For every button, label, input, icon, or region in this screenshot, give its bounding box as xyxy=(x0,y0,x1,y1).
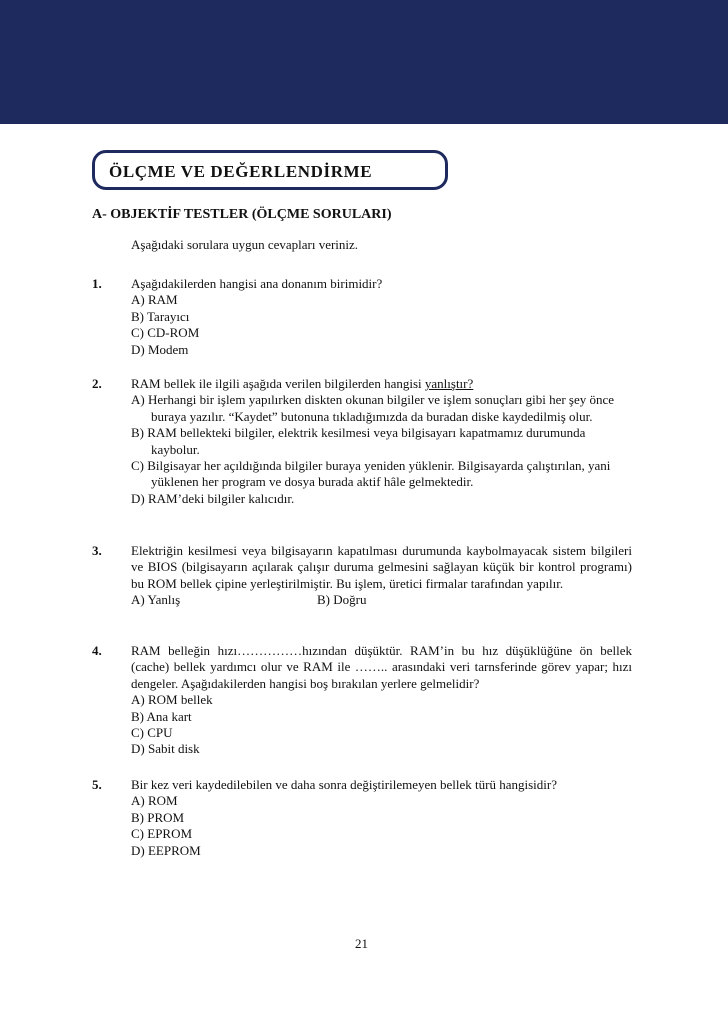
question-number: 4. xyxy=(92,643,102,658)
option-b: B) Doğru xyxy=(317,592,367,608)
question-text: Bir kez veri kaydedilebilen ve daha sonra değiştirilemeyen bellek türü hangisidir? xyxy=(131,777,557,792)
option-c: C) CD-ROM xyxy=(131,325,200,341)
option-a: A) Herhangi bir işlem yapılırken diskten okunan bilgiler ve işlem sonuçları gibi her şey önce buraya yazılır. “Kaydet” butonuna tıkladığımızda da buradan diske kaydedilmiş olur. xyxy=(131,392,615,424)
options-row xyxy=(131,592,632,608)
option-c: C) CPU xyxy=(131,725,173,741)
option-a: A) ROM xyxy=(131,793,178,809)
option-d: D) EEPROM xyxy=(131,842,201,858)
top-banner xyxy=(0,0,728,124)
option-d: D) Modem xyxy=(131,341,189,357)
question-number: 1. xyxy=(92,276,102,291)
question-3 xyxy=(92,543,632,609)
question-text: RAM belleğin hızı……………hızından düşüktür. RAM’in bu hız düşüklüğüne ön bellek (cache) bellek yardımcı olur ve RAM ile …….. arasındaki veri tarnsferinde görev yapar; hızı dengeler. Aşağıdakilerden hangisi boş bırakılan yerlere gelmelidir? xyxy=(131,643,632,691)
question-number: 5. xyxy=(92,777,102,792)
instructions: Aşağıdaki sorulara uygun cevapları veriniz. xyxy=(131,237,359,252)
option-b: B) Ana kart xyxy=(131,708,192,724)
option-a: A) RAM xyxy=(131,292,178,308)
question-5 xyxy=(92,777,632,859)
question-4 xyxy=(92,643,632,758)
section-title: ÖLÇME VE DEĞERLENDİRME xyxy=(109,162,373,181)
question-text: Elektriğin kesilmesi veya bilgisayarın kapatılması durumunda kaybolmayacak sistem bilgileri ve BIOS (bilgisayarın açılarak çalışır duruma gelmesini sağlayan küçük bir kontrol programı) bu ROM bellek çipine yerleştirilmiştir. Bu işlem, üretici firmalar tarafından yapılır. xyxy=(131,543,632,591)
option-b: B) PROM xyxy=(131,809,185,825)
option-a: A) ROM bellek xyxy=(131,692,213,708)
question-text xyxy=(131,376,632,392)
page-number: 21 xyxy=(355,936,368,951)
option-c: C) Bilgisayar her açıldığında bilgiler buraya yeniden yüklenir. Bilgisayarda çalıştırılan, yani yüklenen her program ve dosya burada aktif hâle gelmektedir. xyxy=(131,458,611,490)
option-a: A) Yanlış xyxy=(131,592,181,608)
question-text-main: RAM bellek ile ilgili aşağıda verilen bilgilerden hangisi xyxy=(131,376,425,391)
option-b: B) Tarayıcı xyxy=(131,308,190,324)
section-title-box xyxy=(92,150,448,190)
question-text-underlined: yanlıştır? xyxy=(424,376,474,391)
question-number: 2. xyxy=(92,376,102,391)
option-b: B) RAM bellekteki bilgiler, elektrik kesilmesi veya bilgisayarı kapatmamız durumunda kaybolur. xyxy=(131,425,586,457)
option-d: D) RAM’deki bilgiler kalıcıdır. xyxy=(131,490,295,506)
question-text: Aşağıdakilerden hangisi ana donanım birimidir? xyxy=(131,276,383,291)
question-2 xyxy=(92,376,632,507)
subtitle: A- OBJEKTİF TESTLER (ÖLÇME SORULARI) xyxy=(92,207,392,222)
option-c: C) EPROM xyxy=(131,826,193,842)
option-d: D) Sabit disk xyxy=(131,741,200,757)
question-number: 3. xyxy=(92,543,102,558)
question-1 xyxy=(92,276,632,358)
